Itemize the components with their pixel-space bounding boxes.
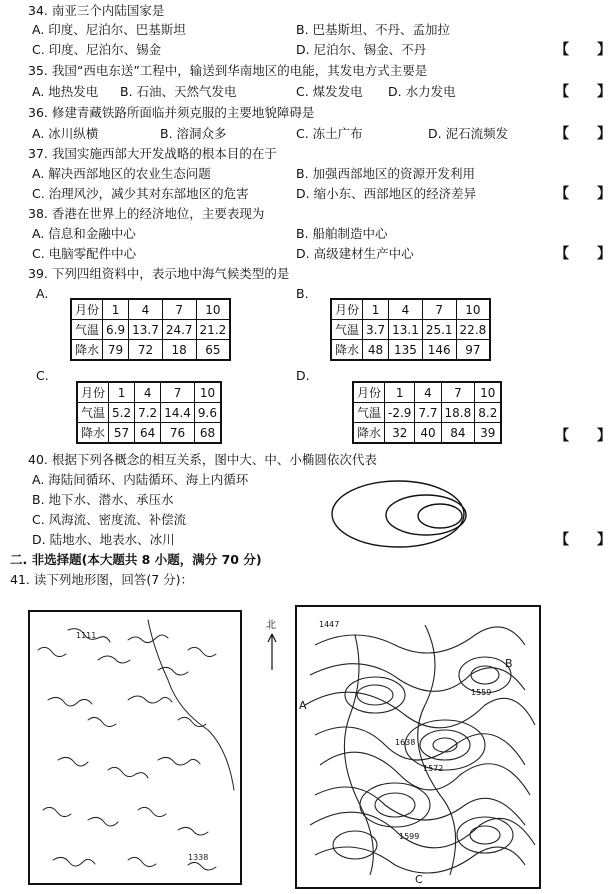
temp-cell: 7.7 [415, 403, 441, 423]
month-cell: 4 [389, 299, 423, 320]
q40-option-a: A. 海陆间循环、内陆循环、海上内循环 [32, 472, 249, 487]
right-contour-map [295, 605, 541, 889]
rain-cell: 18 [162, 340, 196, 361]
q40-nested-ellipses-diagram [330, 478, 470, 550]
temp-cell: 7.2 [135, 403, 161, 423]
north-mark: 北 [266, 620, 276, 631]
rain-cell: 146 [422, 340, 456, 361]
q34-option-d: D. 尼泊尔、锡金、不丹 [296, 42, 427, 57]
q35-option-c: C. 煤发发电 [296, 84, 363, 99]
north-arrow-icon [267, 632, 277, 672]
month-cell: 1 [363, 299, 389, 320]
month-cell: 7 [441, 382, 475, 403]
month-cell: 1 [109, 382, 135, 403]
rain-cell: 64 [135, 423, 161, 444]
row-label: 气温 [331, 320, 363, 340]
q40-option-b: B. 地下水、潜水、承压水 [32, 492, 174, 507]
q41-stem: 41. 读下列地形图，回答(7 分)： [10, 572, 194, 587]
month-cell: 10 [194, 382, 221, 403]
temp-cell: 22.8 [456, 320, 490, 340]
left-terrain-map [28, 610, 242, 885]
q37-answer-bracket: 【 】 [555, 186, 611, 202]
q34-option-b: B. 巴基斯坦、不丹、孟加拉 [296, 22, 451, 37]
q38-option-a: A. 信息和金融中心 [32, 226, 136, 241]
q37-stem: 37. 我国实施西部大开发战略的根本目的在于 [28, 146, 277, 161]
rain-cell: 48 [363, 340, 389, 361]
q36-option-c: C. 冻土广布 [296, 126, 363, 141]
temp-cell: 3.7 [363, 320, 389, 340]
q39-stem: 39. 下列四组资料中，表示地中海气候类型的是 [28, 266, 290, 281]
month-cell: 4 [415, 382, 441, 403]
point-label-b: B [505, 657, 513, 670]
q38-option-c: C. 电脑零配件中心 [32, 246, 137, 261]
month-cell: 4 [129, 299, 163, 320]
month-cell: 10 [196, 299, 230, 320]
temp-cell: 14.4 [161, 403, 195, 423]
temp-cell: 8.2 [475, 403, 502, 423]
temp-cell: 24.7 [162, 320, 196, 340]
row-label: 月份 [331, 299, 363, 320]
q36-answer-bracket: 【 】 [555, 126, 611, 142]
rain-cell: 39 [475, 423, 502, 444]
temp-cell: 18.8 [441, 403, 475, 423]
rain-cell: 68 [194, 423, 221, 444]
month-cell: 10 [456, 299, 490, 320]
q39-table-a-label: A. [36, 286, 49, 301]
row-label: 气温 [71, 320, 103, 340]
q36-stem: 36. 修建青藏铁路所面临并须克服的主要地貌障碍是 [28, 105, 315, 120]
row-label: 降水 [331, 340, 363, 361]
q35-answer-bracket: 【 】 [555, 84, 611, 100]
q39-table-c [76, 381, 222, 444]
q38-option-b: B. 船舶制造中心 [296, 226, 388, 241]
q36-option-d: D. 泥石流频发 [428, 126, 509, 141]
q39-table-c-label: C. [36, 368, 49, 383]
q35-option-b: B. 石油、天然气发电 [120, 84, 237, 99]
section-two-heading: 二. 非选择题(本大题共 8 小题，满分 70 分) [10, 552, 262, 567]
rain-cell: 97 [456, 340, 490, 361]
temp-cell: 21.2 [196, 320, 230, 340]
q38-option-d: D. 高级建材生产中心 [296, 246, 414, 261]
rain-cell: 79 [103, 340, 129, 361]
temp-cell: 25.1 [422, 320, 456, 340]
q34-stem: 34. 南亚三个内陆国家是 [28, 3, 165, 18]
q39-answer-bracket: 【 】 [555, 428, 611, 444]
month-cell: 10 [475, 382, 502, 403]
row-label: 降水 [353, 423, 385, 444]
map-label: 1599 [399, 832, 420, 841]
q40-answer-bracket: 【 】 [555, 532, 611, 548]
month-cell: 7 [162, 299, 196, 320]
temp-cell: 6.9 [103, 320, 129, 340]
map-label: 1447 [319, 620, 340, 629]
rain-cell: 72 [129, 340, 163, 361]
large-ellipse [332, 481, 464, 547]
map-label: 1638 [395, 738, 416, 747]
q36-option-b: B. 溶洞众多 [160, 126, 227, 141]
month-cell: 7 [422, 299, 456, 320]
rain-cell: 57 [109, 423, 135, 444]
temp-cell: 9.6 [194, 403, 221, 423]
rain-cell: 84 [441, 423, 475, 444]
q39-table-d-label: D. [296, 368, 310, 383]
q34-option-a: A. 印度、尼泊尔、巴基斯坦 [32, 22, 186, 37]
q37-option-d: D. 缩小东、西部地区的经济差异 [296, 186, 477, 201]
rain-cell: 76 [161, 423, 195, 444]
row-label: 月份 [77, 382, 109, 403]
row-label: 月份 [353, 382, 385, 403]
rain-cell: 135 [389, 340, 423, 361]
q40-option-d: D. 陆地水、地表水、冰川 [32, 532, 175, 547]
q35-stem: 35. 我国“西电东送”工程中，输送到华南地区的电能，其发电方式主要是 [28, 63, 428, 78]
q35-option-d: D. 水力发电 [388, 84, 456, 99]
q39-table-b-label: B. [296, 286, 309, 301]
q37-option-c: C. 治理风沙，减少其对东部地区的危害 [32, 186, 249, 201]
q37-option-a: A. 解决西部地区的农业生态问题 [32, 166, 211, 181]
medium-ellipse [386, 495, 466, 535]
q39-table-b [330, 298, 491, 361]
month-cell: 7 [161, 382, 195, 403]
row-label: 气温 [77, 403, 109, 423]
row-label: 月份 [71, 299, 103, 320]
month-cell: 1 [385, 382, 415, 403]
map-label: 1572 [423, 764, 444, 773]
q35-option-a: A. 地热发电 [32, 84, 99, 99]
point-label-a: A [299, 699, 307, 712]
q38-stem: 38. 香港在世界上的经济地位，主要表现为 [28, 206, 265, 221]
q39-table-d [352, 381, 502, 444]
temp-cell: 13.7 [129, 320, 163, 340]
q37-option-b: B. 加强西部地区的资源开发利用 [296, 166, 476, 181]
map-label: 1559 [471, 688, 492, 697]
row-label: 降水 [71, 340, 103, 361]
rain-cell: 32 [385, 423, 415, 444]
rain-cell: 40 [415, 423, 441, 444]
small-ellipse [418, 504, 462, 528]
q34-option-c: C. 印度、尼泊尔、锡金 [32, 42, 162, 57]
map-label: 1338 [188, 853, 209, 862]
row-label: 气温 [353, 403, 385, 423]
q38-answer-bracket: 【 】 [555, 246, 611, 262]
temp-cell: 13.1 [389, 320, 423, 340]
q34-answer-bracket: 【 】 [555, 42, 611, 58]
q40-option-c: C. 风海流、密度流、补偿流 [32, 512, 187, 527]
row-label: 降水 [77, 423, 109, 444]
month-cell: 1 [103, 299, 129, 320]
q39-table-a [70, 298, 231, 361]
q36-option-a: A. 冰川纵横 [32, 126, 99, 141]
q40-stem: 40. 根据下列各概念的相互关系，图中大、中、小椭圆依次代表 [28, 452, 377, 467]
rain-cell: 65 [196, 340, 230, 361]
month-cell: 4 [135, 382, 161, 403]
map-label: 1111 [76, 631, 97, 640]
point-label-c: C [415, 873, 423, 886]
temp-cell: 5.2 [109, 403, 135, 423]
temp-cell: -2.9 [385, 403, 415, 423]
